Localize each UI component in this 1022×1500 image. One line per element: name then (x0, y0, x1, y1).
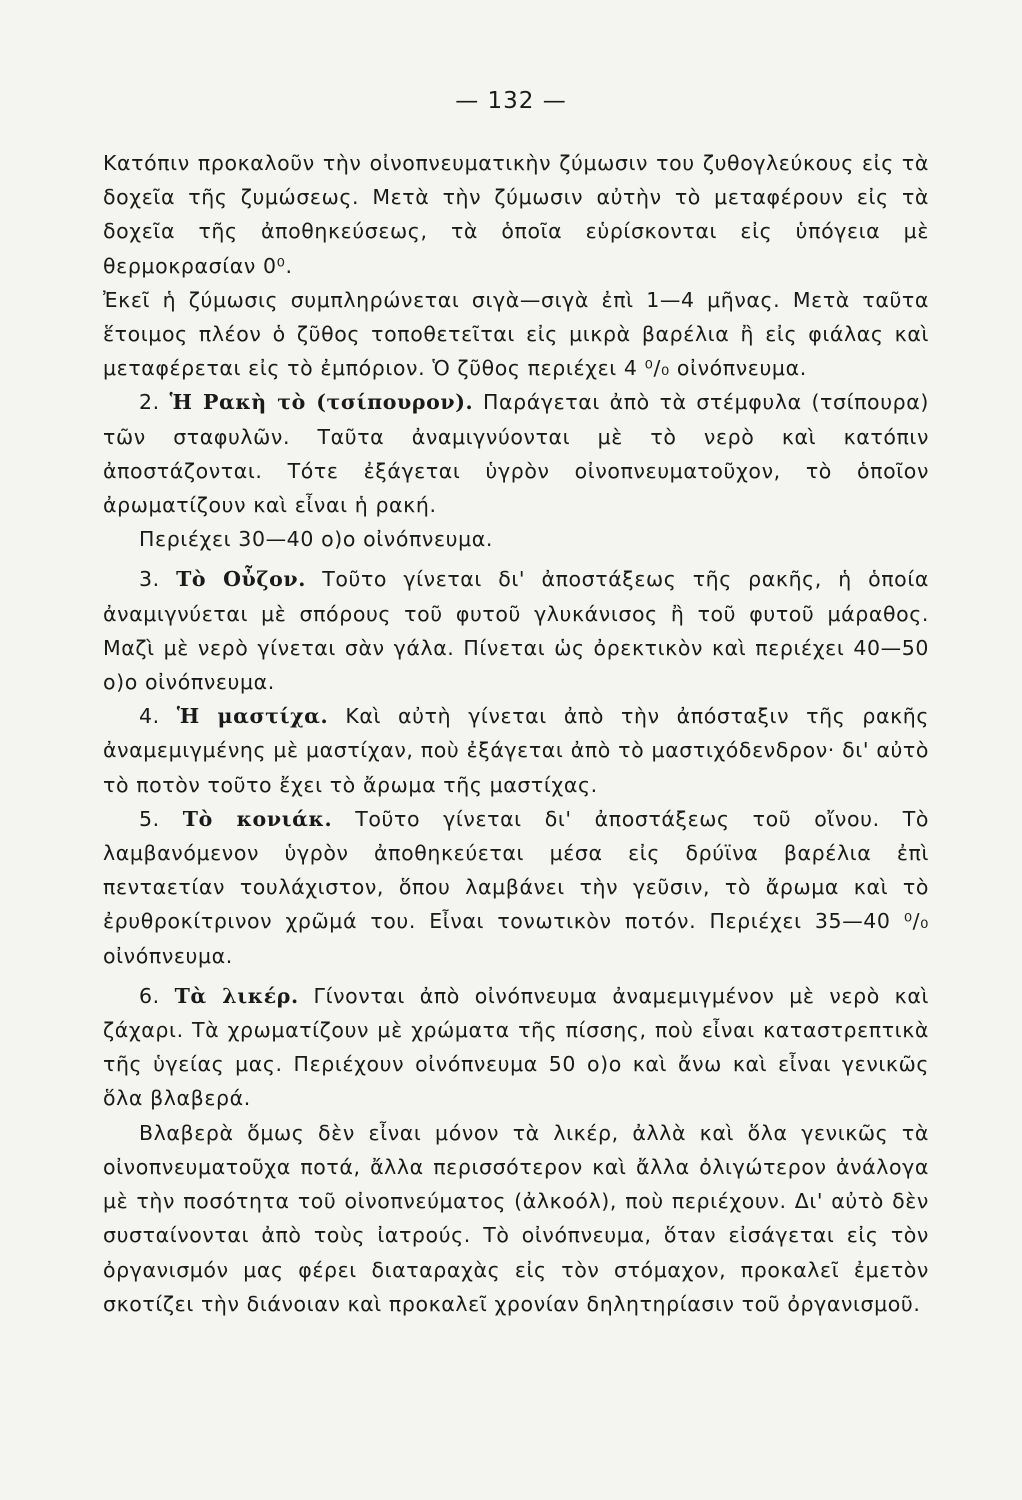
paragraph-beer-storage (103, 283, 929, 386)
section-mastic (103, 699, 929, 802)
section-text: Τοῦτο γίνεται δι' ἀποστάξεως τοῦ οἴνου. Τὸ λαμβανόμενον ὑγρὸν ἀποθηκεύεται μέσα εἰς δρύϊνα βαρέλια ἐπὶ πενταετίαν τουλάχιστον, ὅπου λαμβάνει τὴν γεῦσιν, τὸ ἄρωμα καὶ τὸ ἐρυθροκίτρινον χρῶμά του. Εἶναι τονωτικὸν ποτόν. Περιέχει 35—40 ⁰/₀ οἰνόπνευμα. (103, 806, 929, 968)
section-number: 3. (139, 567, 160, 592)
section-heading: Τὸ κονιάκ. (182, 806, 333, 831)
section-raki (103, 385, 929, 522)
section-number: 2. (139, 390, 160, 415)
section-number: 5. (139, 806, 160, 831)
section-heading: Τὸ Οὖζον. (176, 567, 306, 592)
page-body (103, 146, 929, 1321)
section-text: Γίνονται ἀπὸ οἰνόπνευμα ἀναμεμιγμένον μὲ νερὸ καὶ ζάχαρι. Τὰ χρωματίζουν μὲ χρώματα τῆς πίσσης, ποὺ εἶναι καταστρεπτικὰ τῆς ὑγείας μας. Περιέχουν οἰνόπνευμα 50 ο)ο καὶ ἄνω καὶ εἶναι γενικῶς ὅλα βλαβερά. (103, 983, 929, 1111)
section-heading: Τὰ λικέρ. (174, 983, 299, 1008)
paragraph-intro (103, 146, 929, 283)
paragraph-text: Κατόπιν προκαλοῦν τὴν οἰνοπνευματικὴν ζύμωσιν του ζυθογλεύκους εἰς τὰ δοχεῖα τῆς ζυμώσεως. Μετὰ τὴν ζύμωσιν αὐτὴν τὸ μεταφέρουν εἰς τὰ δοχεῖα τῆς ἀποθηκεύσεως, τὰ ὁποῖα εὑρίσκονται εἰς ὑπόγεια μὲ θερμοκρασίαν 0⁰. (103, 151, 929, 278)
section-cognac (103, 802, 929, 973)
section-number: 4. (139, 704, 160, 729)
section-liqueur (103, 979, 929, 1116)
section-heading: Ἡ Ρακὴ τὸ (τσίπουρον). (169, 390, 474, 415)
paragraph-raki-content (103, 522, 929, 556)
page-number: — 132 — (455, 88, 567, 114)
section-text: Τοῦτο γίνεται δι' ἀποστάξεως τῆς ρακῆς, ἡ ὁποία ἀναμιγνύεται μὲ σπόρους τοῦ φυτοῦ γλυκάνισος ἢ τοῦ φυτοῦ μάραθος. Μαζὶ μὲ νερὸ γίνεται σὰν γάλα. Πίνεται ὡς ὀρεκτικὸν καὶ περιέχει 40—50 ο)ο οἰνόπνευμα. (103, 567, 929, 695)
paragraph-text: Ἐκεῖ ἡ ζύμωσις συμπληρώνεται σιγὰ—σιγὰ ἐπὶ 1—4 μῆνας. Μετὰ ταῦτα ἕτοιμος πλέον ὁ ζῦθος τοποθετεῖται εἰς μικρὰ βαρέλια ἢ εἰς φιάλας καὶ μεταφέρεται εἰς τὸ ἐμπόριον. Ὁ ζῦθος περιέχει 4 ⁰/₀ οἰνόπνευμα. (103, 287, 929, 381)
section-text: Καὶ αὐτὴ γίνεται ἀπὸ τὴν ἀπόσταξιν τῆς ρακῆς ἀναμεμιγμένης μὲ μαστίχαν, ποὺ ἐξάγεται ἀπὸ τὸ μαστιχόδενδρον· δι' αὐτὸ τὸ ποτὸν τοῦτο ἔχει τὸ ἄρωμα τῆς μαστίχας. (103, 704, 929, 797)
section-number: 6. (139, 983, 160, 1008)
section-ouzo (103, 562, 929, 699)
paragraph-text: Βλαβερὰ ὅμως δὲν εἶναι μόνον τὰ λικέρ, ἀλλὰ καὶ ὅλα γενικῶς τὰ οἰνοπνευματοῦχα ποτά, ἄλλα περισσότερον καὶ ἄλλα ὀλιγώτερον ἀνάλογα μὲ τὴν ποσότητα τοῦ οἰνοπνεύματος (ἀλκοόλ), ποὺ περιέχουν. Δι' αὐτὸ δὲν συσταίνονται ἀπὸ τοὺς ἰατρούς. Τὸ οἰνόπνευμα, ὅταν εἰσάγεται εἰς τὸν ὀργανισμόν μας φέρει διαταραχὰς εἰς τὸν στόμαχον, προκαλεῖ ἐμετὸν σκοτίζει τὴν διάνοιαν καὶ προκαλεῖ χρονίαν δηλητηρίασιν τοῦ ὀργανισμοῦ. (103, 1120, 929, 1316)
paragraph-text: Περιέχει 30—40 ο)ο οἰνόπνευμα. (139, 527, 493, 552)
paragraph-harmful-drinks (103, 1116, 929, 1321)
section-text: Παράγεται ἀπὸ τὰ στέμφυλα (τσίπουρα) τῶν σταφυλῶν. Ταῦτα ἀναμιγνύονται μὲ τὸ νερὸ καὶ κατόπιν ἀποστάζονται. Τότε ἐξάγεται ὑγρὸν οἰνοπνευματοῦχον, τὸ ὁποῖον ἀρωματίζουν καὶ εἶναι ἡ ρακή. (103, 390, 929, 518)
section-heading: Ἡ μαστίχα. (176, 704, 329, 729)
